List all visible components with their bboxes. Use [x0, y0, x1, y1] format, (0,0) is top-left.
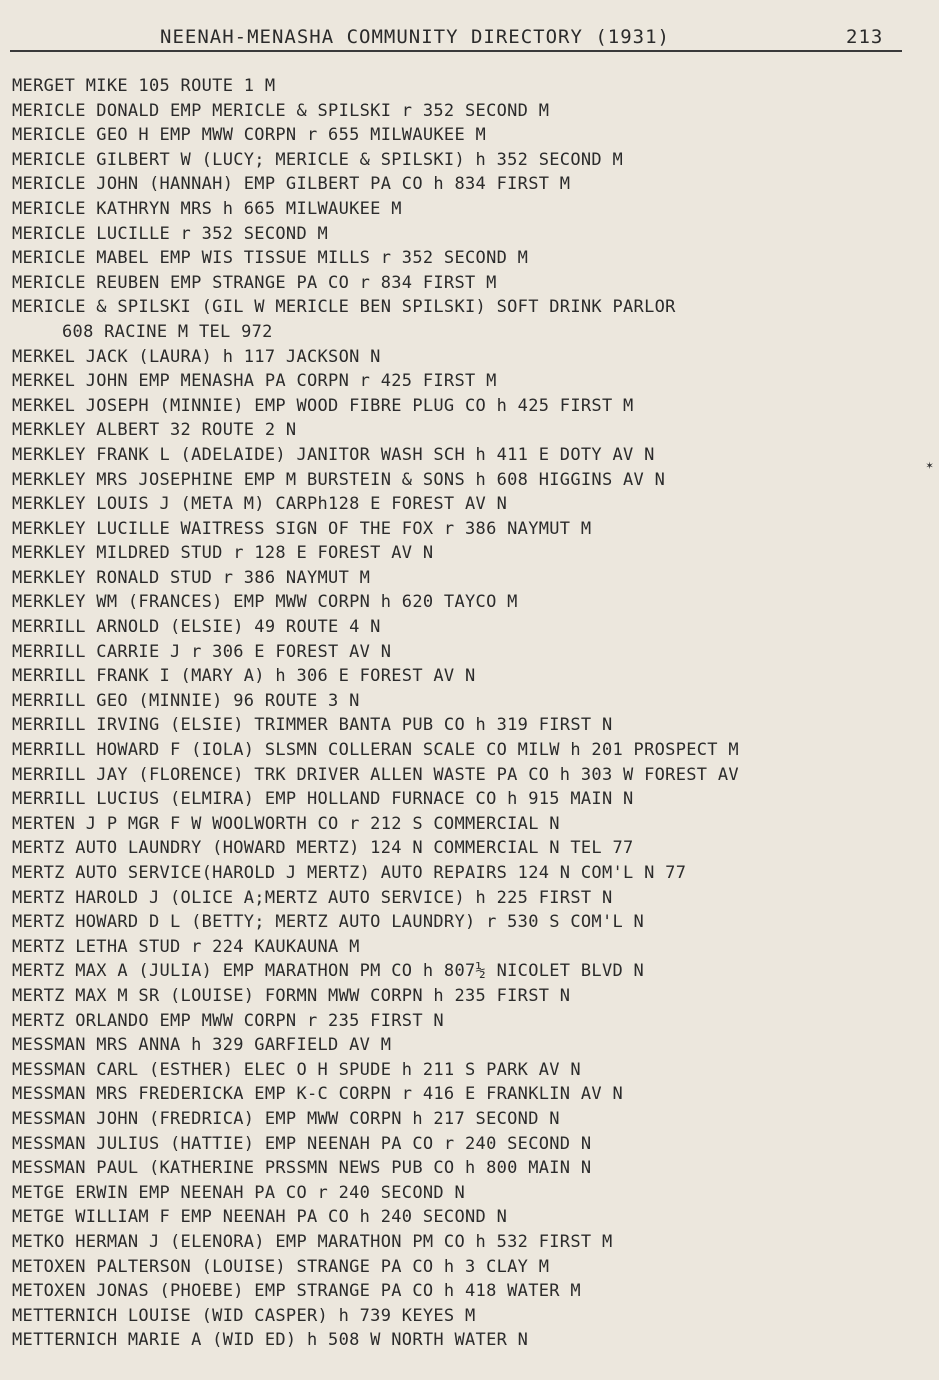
directory-entry: METGE WILLIAM F EMP NEENAH PA CO h 240 SECOND N	[12, 1207, 508, 1228]
directory-entry: MERICLE GILBERT W (LUCY; MERICLE & SPILSKI) h 352 SECOND M	[12, 149, 624, 170]
directory-entry: MERRILL ARNOLD (ELSIE) 49 ROUTE 4 N	[12, 617, 381, 638]
directory-entry: MERKLEY WM (FRANCES) EMP MWW CORPN h 620 TAYCO M	[12, 592, 518, 613]
directory-entry: MERICLE MABEL EMP WIS TISSUE MILLS r 352 SECOND M	[12, 248, 529, 269]
directory-entry: MERRILL JAY (FLORENCE) TRK DRIVER ALLEN WASTE PA CO h 303 W FOREST AV	[12, 764, 739, 785]
directory-entry: METTERNICH MARIE A (WID ED) h 508 W NORTH WATER N	[12, 1330, 529, 1351]
directory-entry: MERKLEY ALBERT 32 ROUTE 2 N	[12, 420, 297, 441]
header-rule	[10, 50, 902, 52]
directory-entry: MERICLE JOHN (HANNAH) EMP GILBERT PA CO h 834 FIRST M	[12, 174, 571, 195]
directory-entry: MERTZ ORLANDO EMP MWW CORPN r 235 FIRST N	[12, 1010, 444, 1031]
directory-entry: MESSMAN PAUL (KATHERINE PRSSMN NEWS PUB CO h 800 MAIN N	[12, 1158, 592, 1179]
directory-entry: MERICLE & SPILSKI (GIL W MERICLE BEN SPILSKI) SOFT DRINK PARLOR	[12, 297, 676, 318]
directory-entry: MERKEL JOSEPH (MINNIE) EMP WOOD FIBRE PLUG CO h 425 FIRST M	[12, 395, 634, 416]
directory-entry: MERTZ HOWARD D L (BETTY; MERTZ AUTO LAUNDRY) r 530 S COM'L N	[12, 912, 645, 933]
directory-entry: MESSMAN JOHN (FREDRICA) EMP MWW CORPN h 217 SECOND N	[12, 1108, 560, 1129]
page-title: NEENAH-MENASHA COMMUNITY DIRECTORY (1931)	[160, 26, 670, 48]
directory-entry: MERKLEY FRANK L (ADELAIDE) JANITOR WASH SCH h 411 E DOTY AV N	[12, 444, 655, 465]
directory-entry: MERKLEY LOUIS J (META M) CARPh128 E FOREST AV N	[12, 494, 508, 515]
directory-entry: MERKLEY MILDRED STUD r 128 E FOREST AV N	[12, 543, 434, 564]
directory-entry: MERRILL HOWARD F (IOLA) SLSMN COLLERAN SCALE CO MILW h 201 PROSPECT M	[12, 740, 739, 761]
directory-entry-continuation: 608 RACINE M TEL 972	[62, 321, 273, 342]
directory-entry: MERRILL LUCIUS (ELMIRA) EMP HOLLAND FURNACE CO h 915 MAIN N	[12, 789, 634, 810]
directory-entry: MERKLEY LUCILLE WAITRESS SIGN OF THE FOX r 386 NAYMUT M	[12, 518, 592, 539]
directory-entry: MERKLEY MRS JOSEPHINE EMP M BURSTEIN & SONS h 608 HIGGINS AV N	[12, 469, 666, 490]
directory-entry: MERKLEY RONALD STUD r 386 NAYMUT M	[12, 567, 371, 588]
margin-mark-icon: ✶	[926, 458, 934, 472]
directory-entry: METGE ERWIN EMP NEENAH PA CO r 240 SECOND N	[12, 1182, 465, 1203]
directory-entry: MERICLE DONALD EMP MERICLE & SPILSKI r 352 SECOND M	[12, 100, 550, 121]
directory-entries	[12, 74, 937, 1353]
directory-entry: MERTZ AUTO SERVICE(HAROLD J MERTZ) AUTO REPAIRS 124 N COM'L N 77	[12, 863, 687, 883]
directory-entry: MERICLE LUCILLE r 352 SECOND M	[12, 223, 329, 244]
directory-entry: MERTEN J P MGR F W WOOLWORTH CO r 212 S COMMERCIAL N	[12, 813, 560, 834]
directory-entry: MERTZ HAROLD J (OLICE A;MERTZ AUTO SERVICE) h 225 FIRST N	[12, 887, 613, 908]
directory-entry: MERRILL FRANK I (MARY A) h 306 E FOREST AV N	[12, 666, 476, 687]
directory-entry: MESSMAN MRS FREDERICKA EMP K-C CORPN r 416 E FRANKLIN AV N	[12, 1084, 624, 1105]
directory-entry: MERKEL JACK (LAURA) h 117 JACKSON N	[12, 346, 381, 367]
page-number: 213	[846, 26, 884, 48]
directory-entry: MERRILL IRVING (ELSIE) TRIMMER BANTA PUB CO h 319 FIRST N	[12, 715, 613, 736]
directory-entry: METOXEN JONAS (PHOEBE) EMP STRANGE PA CO h 418 WATER M	[12, 1281, 581, 1302]
directory-entry: MERICLE REUBEN EMP STRANGE PA CO r 834 FIRST M	[12, 272, 497, 293]
directory-entry: MERTZ LETHA STUD r 224 KAUKAUNA M	[12, 936, 360, 957]
directory-entry: MERGET MIKE 105 ROUTE 1 M	[12, 76, 276, 96]
directory-entry: MESSMAN CARL (ESTHER) ELEC O H SPUDE h 211 S PARK AV N	[12, 1059, 581, 1080]
directory-entry: MERTZ MAX M SR (LOUISE) FORMN MWW CORPN h 235 FIRST N	[12, 985, 571, 1006]
directory-entry: METTERNICH LOUISE (WID CASPER) h 739 KEYES M	[12, 1305, 476, 1326]
directory-entry: MESSMAN JULIUS (HATTIE) EMP NEENAH PA CO r 240 SECOND N	[12, 1133, 592, 1154]
directory-entry: MERICLE GEO H EMP MWW CORPN r 655 MILWAUKEE M	[12, 125, 487, 146]
directory-entry: MERTZ MAX A (JULIA) EMP MARATHON PM CO h 807½ NICOLET BLVD N	[12, 961, 645, 982]
directory-entry: METOXEN PALTERSON (LOUISE) STRANGE PA CO h 3 CLAY M	[12, 1256, 550, 1277]
directory-entry: MERRILL CARRIE J r 306 E FOREST AV N	[12, 641, 392, 662]
directory-entry: MERRILL GEO (MINNIE) 96 ROUTE 3 N	[12, 690, 360, 711]
directory-entry: MERKEL JOHN EMP MENASHA PA CORPN r 425 FIRST M	[12, 371, 497, 392]
directory-entry: MESSMAN MRS ANNA h 329 GARFIELD AV M	[12, 1035, 392, 1056]
directory-entry: METKO HERMAN J (ELENORA) EMP MARATHON PM CO h 532 FIRST M	[12, 1231, 613, 1252]
directory-entry: MERTZ AUTO LAUNDRY (HOWARD MERTZ) 124 N COMMERCIAL N TEL 77	[12, 838, 634, 859]
directory-entry: MERICLE KATHRYN MRS h 665 MILWAUKEE M	[12, 198, 402, 219]
